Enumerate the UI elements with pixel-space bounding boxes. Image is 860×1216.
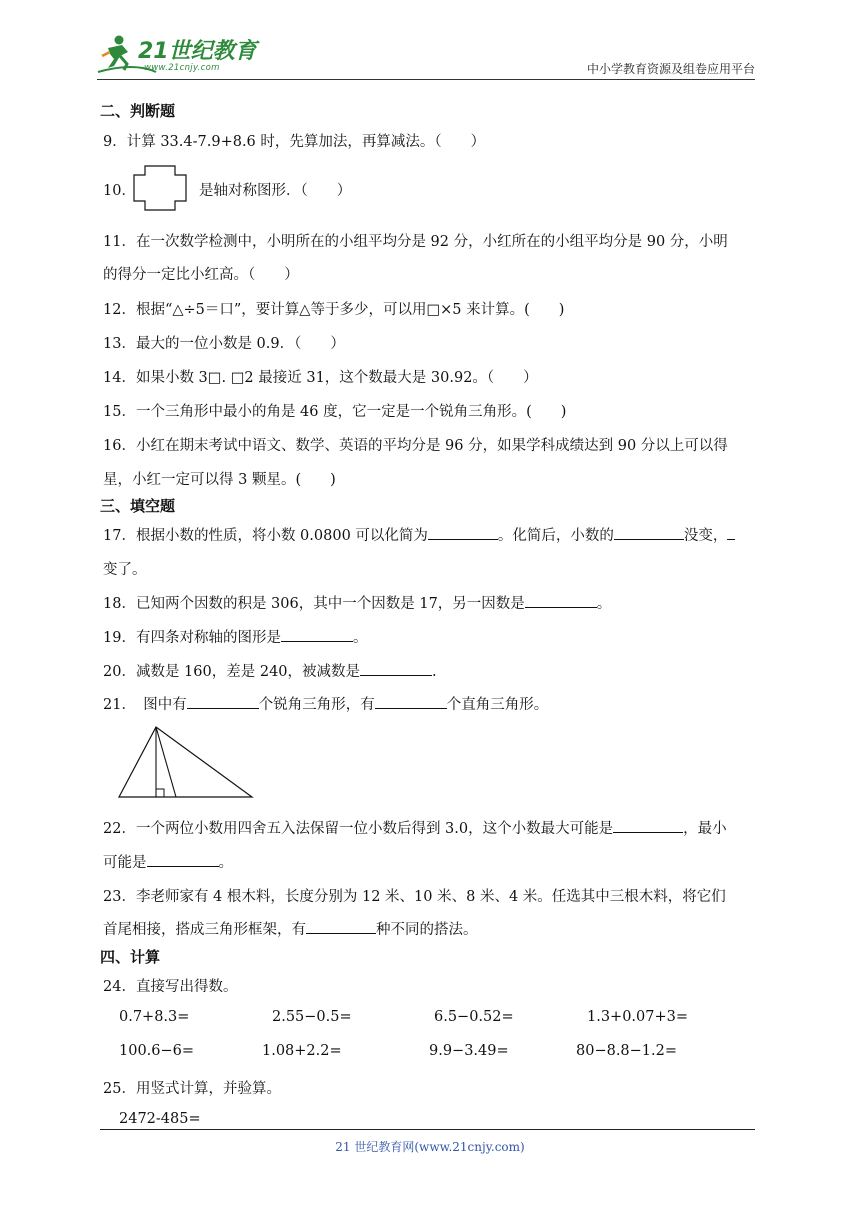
cross-shape-figure [133, 165, 187, 211]
logo-url: www.21cnjy.com [144, 63, 220, 73]
section-title-judgement: 二、判断题 [100, 102, 176, 120]
q22-part-a: 22．一个两位小数用四舍五入法保留一位小数后得到 3.0，这个小数最大可能是 [103, 821, 614, 837]
question-23-line1: 23．李老师家有 4 根木料，长度分别为 12 米、10 米、8 米、4 米。任选其中三根木料，将它们 [103, 889, 726, 905]
calc-item: 6.5−0.52= [434, 1009, 514, 1025]
q20-part-b: . [432, 664, 437, 680]
question-14: 14．如果小数 3□. □2 最接近 31，这个数最大是 30.92。（ ） [103, 370, 538, 386]
question-16-line1: 16．小红在期末考试中语文、数学、英语的平均分是 96 分，如果学科成绩达到 90 分以上可以得 [103, 438, 728, 454]
q23-part-b: 种不同的搭法。 [376, 922, 478, 938]
answer-blank[interactable] [614, 525, 684, 540]
q21-part-c: 个直角三角形。 [446, 697, 549, 713]
answer-blank[interactable] [147, 852, 219, 867]
question-25-expression: 2472-485= [119, 1111, 201, 1127]
question-21 [103, 693, 548, 714]
calc-item: 1.3+0.07+3= [587, 1009, 689, 1025]
question-15: 15．一个三角形中最小的角是 46 度，它一定是一个锐角三角形。( ) [103, 404, 567, 420]
footer-divider [100, 1129, 755, 1130]
question-17-line1 [103, 524, 735, 545]
answer-blank[interactable] [727, 525, 735, 540]
question-23-line2 [103, 918, 478, 939]
answer-blank[interactable] [525, 593, 597, 608]
q23-part-a: 首尾相接，搭成三角形框架，有 [103, 922, 306, 938]
answer-blank[interactable] [360, 661, 432, 676]
question-13: 13．最大的一位小数是 0.9．（ ） [103, 336, 345, 352]
answer-blank[interactable] [428, 525, 498, 540]
site-logo [94, 32, 259, 76]
calc-item: 2.55−0.5= [272, 1009, 352, 1025]
question-17-line2: 变了。 [103, 562, 147, 578]
header-tagline: 中小学教育资源及组卷应用平台 [586, 62, 755, 76]
answer-blank[interactable] [306, 919, 376, 934]
question-24-title: 24．直接写出得数。 [103, 979, 238, 995]
q19-part-a: 19．有四条对称轴的图形是 [103, 630, 281, 646]
question-10-text: 是轴对称图形．（ ） [199, 183, 352, 199]
q18-part-b: 。 [596, 596, 612, 612]
q22-part-d: 。 [218, 855, 233, 871]
question-12: 12．根据“△÷5＝口”，要计算△等于多少，可以用□×5 来计算。( ) [103, 302, 565, 318]
question-10-number: 10． [103, 183, 136, 199]
calc-item: 0.7+8.3= [119, 1009, 190, 1025]
question-25-title: 25．用竖式计算，并验算。 [103, 1081, 281, 1097]
footer-link[interactable]: 21 世纪教育网(www.21cnjy.com) [335, 1140, 525, 1154]
section-title-fill-in: 三、填空题 [100, 497, 176, 515]
question-19 [103, 626, 367, 647]
question-11-line1: 11．在一次数学检测中，小明所在的小组平均分是 92 分，小红所在的小组平均分是 90 分，小明 [103, 234, 728, 250]
answer-blank[interactable] [187, 694, 259, 709]
q17-part-a: 17．根据小数的性质，将小数 0.0800 可以化简为 [103, 528, 428, 544]
q17-part-c: 没变， [683, 528, 728, 544]
calc-item: 100.6−6= [119, 1043, 195, 1059]
section-title-calculation: 四、计算 [100, 948, 161, 966]
q22-part-c: 可能是 [103, 855, 147, 871]
answer-blank[interactable] [613, 818, 683, 833]
answer-blank[interactable] [281, 627, 353, 642]
logo-text: 21世纪教育 [138, 39, 257, 64]
q22-part-b: ，最小 [683, 821, 727, 837]
q21-part-a: 21． 图中有 [103, 697, 187, 713]
question-18 [103, 592, 611, 613]
header-divider [97, 79, 755, 80]
q21-part-b: 个锐角三角形，有 [258, 697, 375, 713]
q20-part-a: 20．减数是 160，差是 240，被减数是 [103, 664, 361, 680]
question-20 [103, 660, 437, 681]
question-22-line1 [103, 817, 727, 838]
calc-item: 1.08+2.2= [262, 1043, 342, 1059]
question-9: 9．计算 33.4-7.9+8.6 时，先算加法，再算减法。（ ） [103, 134, 486, 150]
question-22-line2 [103, 851, 233, 872]
answer-blank[interactable] [375, 694, 447, 709]
q19-part-b: 。 [352, 630, 368, 646]
triangle-figure [115, 724, 255, 800]
q17-part-b: 。化简后，小数的 [497, 528, 614, 544]
calc-item: 80−8.8−1.2= [576, 1043, 678, 1059]
q18-part-a: 18．已知两个因数的积是 306，其中一个因数是 17，另一因数是 [103, 596, 525, 612]
question-16-line2: 星，小红一定可以得 3 颗星。( ) [103, 472, 336, 488]
calc-item: 9.9−3.49= [429, 1043, 509, 1059]
question-11-line2: 的得分一定比小红高。（ ） [103, 267, 299, 283]
